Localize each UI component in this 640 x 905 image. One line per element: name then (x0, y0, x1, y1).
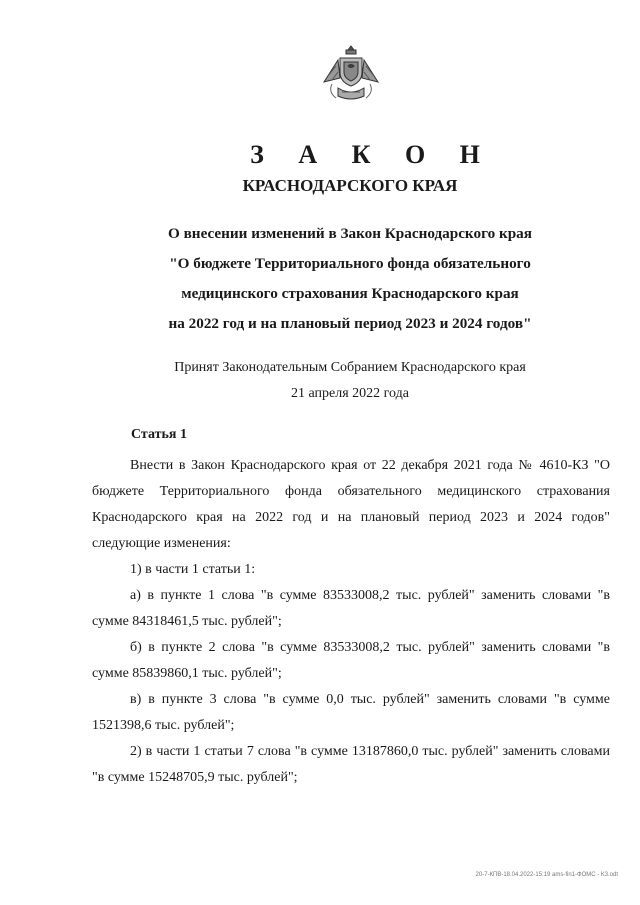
paragraph: 1) в части 1 статьи 1: (130, 562, 256, 577)
footer-file-stamp: 20-7-КПВ-18.04.2022-15:19 ams-fin1-ФОМС - КЗ.odt (475, 872, 618, 878)
paragraph: в) в пункте 3 слова "в сумме 0,0 тыс. рублей" заменить словами "в сумме 1521398,6 тыс. рублей"; (92, 692, 610, 733)
paragraph: Внести в Закон Краснодарского края от 22 декабря 2021 года № 4610-КЗ "О бюджете Территориального фонда обязательного медицинского страхования Краснодарского края на 2022 год и на плановый период 2023 и 2024 годов" следующие изменения: (92, 458, 610, 551)
paragraph: 2) в части 1 статьи 7 слова "в сумме 13187860,0 тыс. рублей" заменить словами "в сумме 15248705,9 тыс. рублей"; (92, 744, 610, 785)
paragraph: б) в пункте 2 слова "в сумме 83533008,2 тыс. рублей" заменить словами "в сумме 85839860,1 тыс. рублей"; (92, 640, 610, 681)
region-heading: КРАСНОДАРСКОГО КРАЯ (242, 176, 458, 195)
adoption-statement (100, 355, 600, 407)
adoption-body: Принят Законодательным Собранием Краснодарского края (174, 360, 526, 375)
law-title-line: О внесении изменений в Закон Краснодарского края (168, 225, 532, 242)
adoption-date: 21 апреля 2022 года (291, 386, 409, 401)
article-heading: Статья 1 (131, 427, 187, 442)
krasnodar-coat-of-arms-emblem (318, 42, 384, 108)
law-title-line: на 2022 год и на плановый период 2023 и 2024 годов" (168, 315, 532, 332)
paragraph: а) в пункте 1 слова "в сумме 83533008,2 тыс. рублей" заменить словами "в сумме 84318461,5 тыс. рублей"; (92, 588, 610, 629)
article-body (92, 453, 610, 791)
document-type-heading: З А К О Н (250, 140, 494, 169)
law-title-line: "О бюджете Территориального фонда обязательного (169, 255, 531, 272)
law-title (100, 219, 600, 339)
law-title-line: медицинского страхования Краснодарского края (181, 285, 519, 302)
